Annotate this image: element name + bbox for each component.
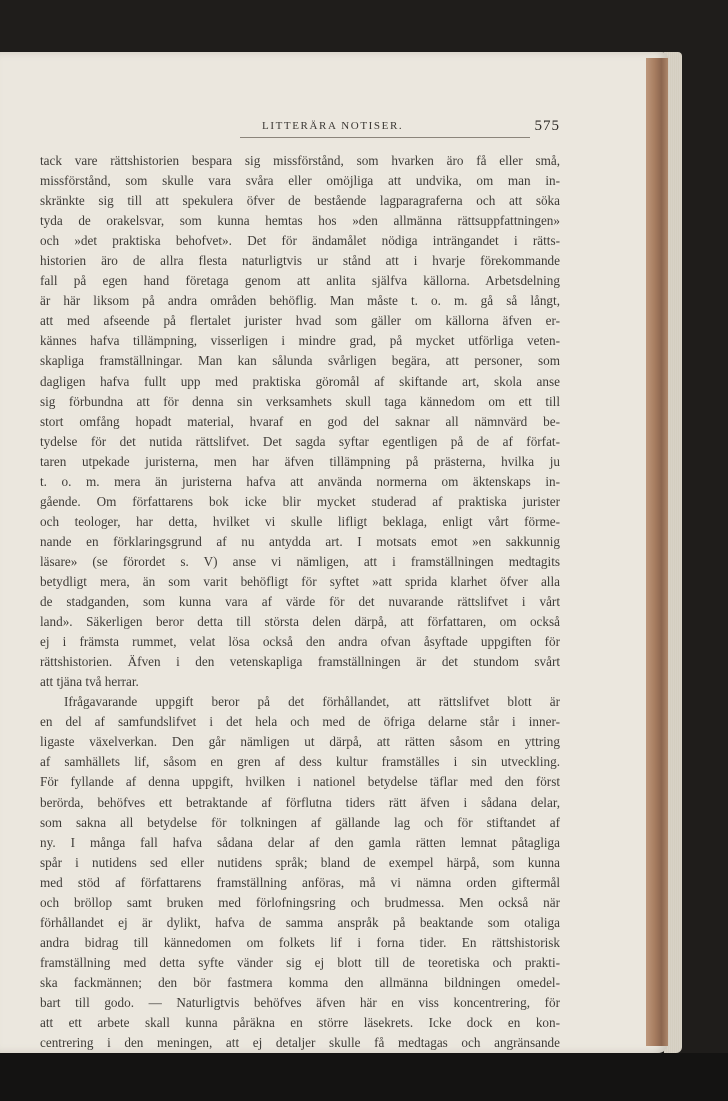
text-line: tyda de orakelsvar, som kunna hemtas hos »den allmänna rättsuppfattningen» [40, 213, 560, 229]
text-line: berörda, behöfves ett betraktande af förflutna tiders rätt äfven i sådana delar, [40, 794, 560, 810]
page-binding-edge [646, 58, 668, 1046]
text-line: af samhällets lif, såsom en gren af dess kultur framställes i sin utveckling. [40, 754, 560, 770]
text-line: och teologer, har detta, hvilket vi skulle lifligt beklaga, enligt vårt förme- [40, 513, 560, 529]
text-line: skapliga framställningar. Man kan sålunda svårligen begära, att personer, som [40, 353, 560, 369]
text-line: och »det praktiska behofvet». Det för ändamålet nödiga inträngandet i rätts- [40, 233, 560, 249]
text-line: ligaste växelverkan. Den går nämligen ut därpå, att rätten såsom en yttring [40, 734, 560, 750]
text-line: betydligt mera, än som varit behöfligt för syftet »att sprida klarhet öfver alla [40, 573, 560, 589]
text-line: bart till godo. — Naturligtvis behöfves äfven här en viss koncentrering, för [40, 994, 560, 1010]
page-header [40, 120, 560, 140]
text-line: Ifrågavarande uppgift beror på det förhållandet, att rättslifvet blott är [64, 694, 560, 710]
text-line: att tjäna två herrar. [40, 674, 139, 690]
body-text [40, 151, 560, 1053]
text-line: historien äro de allra flesta naturligtvis ur stånd att i hvarje förekommande [40, 253, 560, 269]
text-line: läsare» (se förordet s. V) anse vi nämligen, att i framställningen medtagits [40, 553, 560, 569]
text-line: stort omfång hopadt material, hvaraf en god del saknar all nämnvärd be- [40, 413, 560, 429]
text-line: gående. Om författarens bok icke blir mycket studerad af praktiska jurister [40, 493, 560, 509]
running-title: LITTERÄRA NOTISER. [262, 120, 404, 132]
text-line: taren utpekade juristerna, men har äfven tillämpning på prästerna, hvilka ju [40, 453, 560, 469]
text-line: en del af samfundslifvet i det hela och med de öfriga delarne står i inner- [40, 714, 560, 730]
text-line: rättshistorien. Äfven i den vetenskapliga framställningen är det stundom svårt [40, 654, 560, 670]
scan-bottom-margin [0, 1053, 728, 1101]
text-line: andra bidrag till kännedomen om folkets lif i forna tider. En rättshistorisk [40, 934, 560, 950]
text-line: t. o. m. mera än juristerna hafva att använda normerna om äktenskaps in- [40, 473, 560, 489]
text-line: tydelse för det nutida rättslifvet. Det sagda syftar egentligen på de af förfat- [40, 433, 560, 449]
text-line: nande en förklaringsgrund af nu antydda art. I motsats emot »en sakkunnig [40, 533, 560, 549]
text-line: att med afseende på flertalet jurister hvad som gäller om källorna äfven er- [40, 313, 560, 329]
text-line: sig förbundna att för denna sin verksamhets skull taga kännedom om ett till [40, 393, 560, 409]
text-line: och bröllop samt bruken med förlofningsring och brudmessa. Men också när [40, 894, 560, 910]
text-line: För fyllande af denna uppgift, hvilken i nationel betydelse täflar med den först [40, 774, 560, 790]
text-line: ej i främsta rummet, velat lösa också den andra ofvan åsyftade uppgiften för [40, 634, 560, 650]
text-line: att ett arbete skall kunna påräkna en större läsekrets. Icke dock en kon- [40, 1015, 560, 1031]
text-line: är här liksom på andra områden behöflig. Man måste t. o. m. gå så långt, [40, 293, 560, 309]
text-line: de stadganden, som kunna vara af värde för det nuvarande rättslifvet i vårt [40, 594, 560, 610]
text-line: land». Säkerligen beror detta till största delen därpå, att författaren, om också [40, 614, 560, 630]
text-line: med stöd af författarens framställning anföras, må vi nämna orden giftermål [40, 874, 560, 890]
text-line: missförstånd, som skulle vara svåra eller omöjliga att undvika, om man in- [40, 173, 560, 189]
text-line: kännes hafva tillämpning, visserligen i mindre grad, på mycket utförliga veten- [40, 333, 560, 349]
text-line: dagligen hafva fullt upp med praktiska göromål af skiftande art, skola anse [40, 373, 560, 389]
text-line: centrering i den meningen, att ej detaljer skulle få medtagas och angränsande [40, 1035, 560, 1051]
text-line: ska fackmännen; den bör fastmera komma den allmänna bildningen omedel- [40, 974, 560, 990]
text-line: fall på egen hand företaga genom att anlita själfva källorna. Arbetsdelning [40, 273, 560, 289]
text-line: framställning med detta syfte vänder sig ej blott till de teoretiska och prakti- [40, 954, 560, 970]
text-line: tack vare rättshistorien bespara sig missförstånd, som hvarken äro få eller små, [40, 153, 560, 168]
text-line: förhållandet ej är dylikt, hafva de samma anspråk på beaktande som otaliga [40, 914, 560, 930]
text-line: skränkte sig till att spekulera öfver de bestående lagparagraferna och att söka [40, 193, 560, 209]
text-line: som sakna all betydelse för tolkningen af gällande lag och för stiftandet af [40, 814, 560, 830]
page-number: 575 [534, 118, 560, 134]
header-rule [240, 137, 530, 138]
text-line: ny. I många fall hafva sådana delar af den gamla rätten lemnat påtagliga [40, 834, 560, 850]
text-line: spår i nutidens sed eller nutidens språk; bland de exempel härpå, som kunna [40, 854, 560, 870]
